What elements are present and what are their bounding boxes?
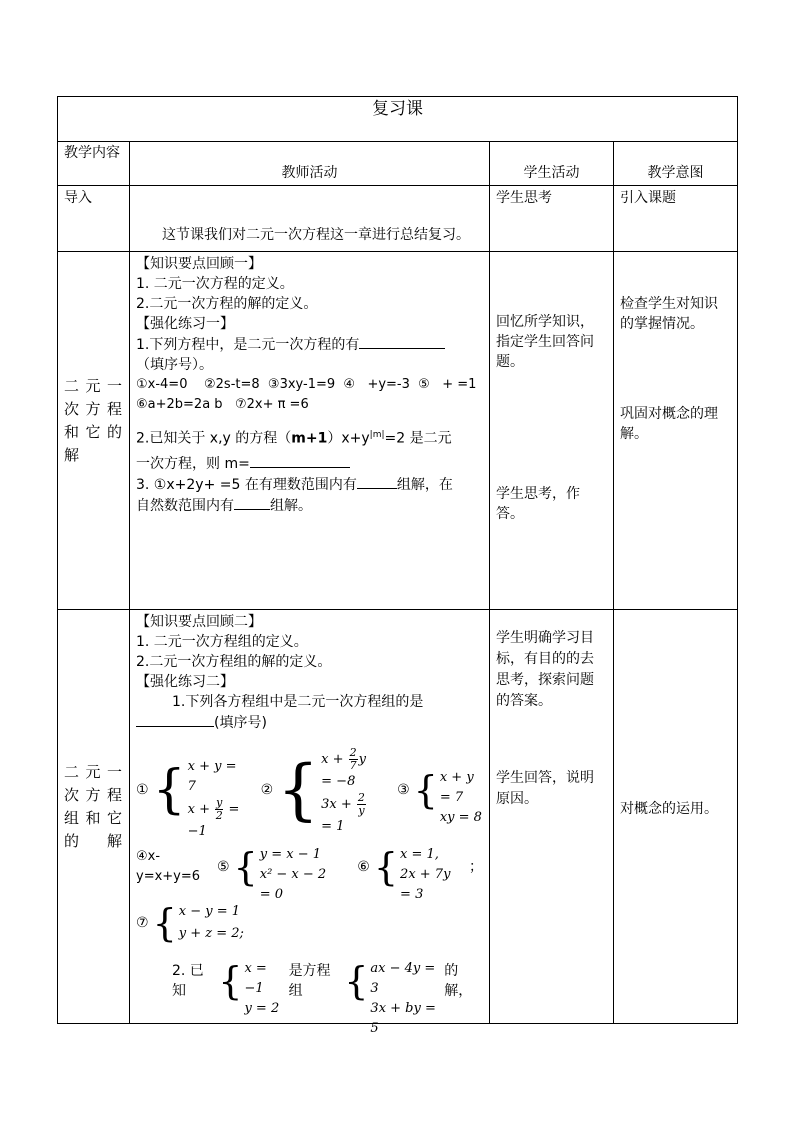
intro-student: 学生思考 xyxy=(490,186,614,252)
system-3: { x + y = 7 xy = 8 xyxy=(413,768,482,825)
section1-kp-title: 【知识要点回顾一】 xyxy=(136,256,262,272)
system-5: { y = x − 1 x² − x − 2 = 0 xyxy=(233,845,327,902)
section1-q3-line2: 自然数范围内有 组解。 xyxy=(136,495,483,516)
system-2: { x + $\frac{2}{7}$ y = −8 3x + $\frac{2}{y}$ = 1 xyxy=(277,746,367,834)
section2-student: 学生明确学习目标，有目的的去思考，探索问题的答案。 学生回答，说明原因。 xyxy=(490,610,614,1024)
solution-system: { x = −1 y = 2 xyxy=(218,959,280,1016)
section2-kp2: 2.二元一次方程组的解的定义。 xyxy=(136,654,332,670)
section1-q1-opts-b: ⑥a+2b=2a b ⑦2x+ π =6 xyxy=(136,397,309,412)
intro-content: 导入 xyxy=(58,186,130,252)
section1-q1: 1.下列方程中，是二元一次方程的有 xyxy=(136,334,483,355)
section1-q2: 2.已知关于 x,y 的方程$(m+1)x+y^{|m|}=2$ 是二元 xyxy=(136,430,452,447)
section1-q1-hint: （填序号）。 xyxy=(136,357,213,373)
section2-ex-title: 【强化练习二】 xyxy=(136,674,234,690)
section1-q3: 3. ①x+2y+ =5 在有理数范围内有 组解，在 xyxy=(136,474,483,495)
system-7: { x − y = 1 y + z = 2; xyxy=(152,901,244,945)
header-content: 教学内容 xyxy=(58,142,130,186)
header-student: 学生活动 xyxy=(490,142,614,186)
section2-content: 二元一次方程组和它的解 xyxy=(58,610,130,1024)
lesson-plan-table xyxy=(57,96,738,1036)
section2-kp1: 1. 二元一次方程组的定义。 xyxy=(136,634,308,650)
system-1: { x + y = 7 x + $\frac{y}{2}$ = −1 xyxy=(152,759,240,839)
section1-intent: 检查学生对知识的掌握情况。 巩固对概念的理解。 xyxy=(614,252,738,610)
section1-q2-line2: 一次方程，则 m= xyxy=(136,453,483,474)
section2-kp-title: 【知识要点回顾二】 xyxy=(136,614,262,630)
page-title: 复习课 xyxy=(58,97,738,142)
header-teacher: 教师活动 xyxy=(130,142,490,186)
section1-student: 回忆所学知识，指定学生回答问题。 学生思考，作答。 xyxy=(490,252,614,610)
section1-kp2: 2.二元一次方程的解的定义。 xyxy=(136,296,318,312)
equation-system: { ax − 4y = 3 3x + by = 5 xyxy=(344,959,436,1036)
section1-ex-title: 【强化练习一】 xyxy=(136,316,234,332)
section2-q1-line2: (填序号) xyxy=(136,712,483,733)
section1-content: 二元一次方程和它的解 xyxy=(58,252,130,610)
systems-row-1: ① { x + y = 7 x + $\frac{y}{2}$ = −1 ② { x + $\frac{2}{7}$ y = −8 3x + $\frac{2}{y}$ = 1 ③ { x + y = 7 xy = 8 xyxy=(136,746,482,839)
section1-kp1: 1. 二元一次方程的定义。 xyxy=(136,276,294,292)
section2-intent: 对概念的运用。 xyxy=(614,610,738,1024)
section1-q1-opts-a: ①x-4=0 ②2s-t=8 ③3xy-1=9 ④ +y=-3 ⑤ + =1 xyxy=(136,377,477,392)
intro-teacher: 这节课我们对二元一次方程这一章进行总结复习。 xyxy=(130,186,490,252)
intro-intent: 引入课题 xyxy=(614,186,738,252)
system-6: { x = 1, 2x + 7y = 3 xyxy=(373,845,451,902)
section2-q2: 2. 已知 { x = −1 y = 2 是方程组 { ax − 4y = 3 3x + by = 5 的解， xyxy=(172,959,473,1036)
section2-q1: 1.下列各方程组中是二元一次方程组的是 xyxy=(172,694,424,710)
section2-teacher xyxy=(130,610,490,1036)
header-intent: 教学意图 xyxy=(614,142,738,186)
systems-row-2: ④x-y=x+y=6 ⑤ { y = x − 1 x² − x − 2 = 0 ⑥ { x = 1, 2x + 7y = 3 ； xyxy=(136,845,483,902)
systems-row-3: ⑦ { x − y = 1 y + z = 2; xyxy=(136,901,244,945)
section1-teacher xyxy=(130,252,490,610)
